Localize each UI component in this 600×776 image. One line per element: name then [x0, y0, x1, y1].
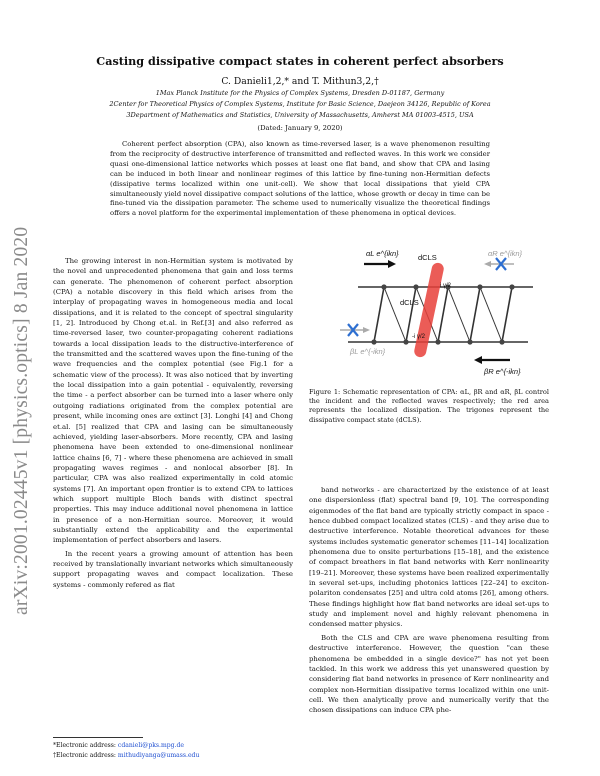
paragraph: band networks - are characterized by the existence of at least one dispersionless (flat) spectral band [9, 10]. The corresponding eigenmodes of the flat band are typically strictly compact in space - hence dubbed compact localized states (CLS) - and they arise due to destructive interference. Notable theoretical advances for these systems includes systematic generator schemes [11–14] localization phenomena due to onsite perturbations [15–18], and the existence of compact breathers in flat band networks with Kerr nonlinearity [19–21]. Moreover, these systems have been realized experimentally in several set-ups, including photonics lattices [22–24] to exciton-polariton condensates [25] and ultra cold atoms [26], among others. These findings highlight how flat band networks are ideal set-ups to study and implement novel and highly relevant phenomena in condensed matter physics.	[309, 486, 549, 629]
footnote-email-2	[53, 752, 199, 759]
authors: C. Danieli1,2,* and T. Mithun3,2,†	[221, 76, 379, 87]
label-beta-right: βR e^{-ikn}	[484, 367, 521, 376]
lattice	[348, 287, 533, 342]
label-loss: -i γ/2	[412, 334, 426, 340]
arrow-alpha-right-crossed	[484, 258, 514, 270]
figure-1-schematic	[338, 242, 550, 378]
footnote-label: *Electronic address:	[53, 742, 118, 749]
paragraph: Both the CLS and CPA are wave phenomena resulting from destructive interference. However, the question "can these phenomena be embedded in a single device?" has not yet been tackled. In this work we address this yet unanswered question by considering flat band networks in presence of Kerr nonlinearity and complex non-Hermitian dissipative terms localized within one unit-cell. We then analytically prove and numerically verify that the chosen dissipations can induce CPA phe-	[309, 633, 549, 715]
affiliation-3: 3Department of Mathematics and Statistics, University of Massachusetts, Amherst MA 01003-4515, USA	[126, 111, 474, 119]
left-column	[53, 256, 293, 593]
paper-title: Casting dissipative compact states in coherent perfect absorbers	[96, 54, 504, 68]
label-beta-left: βL e^{-ikn}	[350, 347, 386, 356]
label-dcls-mid: dCLS	[400, 298, 419, 307]
date: (Dated: January 9, 2020)	[257, 124, 343, 132]
abstract: Coherent perfect absorption (CPA), also known as time-reversed laser, is a wave phenomenon resulting from the reciprocity of destructive interference of transmitted and reflected waves. In this work we consider quasi one-dimensional lattice networks which posses at least one flat band, and show that CPA and lasing can be induced in both linear and nonlinear regimes of this lattice by fine-tuning non-Hermitian defects (dissipative terms localized within one unit-cell). We show that local dissipations that yield CPA simultaneously yield novel dissipative compact solutions of the lattice, whose growth or decay in time can be fine-tuned via the dissipation parameter. The scheme used to numerically visualize the theoretical findings offers a novel platform for the experimental implementation of these phenomena in optical devices.	[110, 140, 490, 218]
arrow-beta-left-crossed	[340, 324, 370, 336]
arxiv-identifier: arXiv:2001.02445v1 [physics.optics] 8 Jan 2020	[11, 226, 32, 615]
figure-caption: Figure 1: Schematic representation of CPA: αL, βR and αR, βL control the incident and the reflected waves respectively; the red area represents the localized dissipation. The trigones represent the dissipative compact state (dCLS).	[309, 388, 549, 424]
arrow-beta-right	[474, 356, 510, 364]
label-alpha-right: αR e^{ikn}	[488, 249, 523, 258]
footnote-email-1	[53, 742, 184, 749]
affiliation-2: 2Center for Theoretical Physics of Complex Systems, Institute for Basic Science, Daejeon 34126, Republic of Korea	[109, 100, 491, 108]
label-gain: i γ/2	[440, 283, 452, 289]
paragraph: The growing interest in non-Hermitian system is motivated by the novel and unprecedented phenomena that gain and loss terms can generate. The phenomenon of coherent perfect absorption (CPA) a notable discovery in this field which arises from the interplay of propagating waves in homogeneous media and local dissipations, and it is related to the concept of spectral singularity [1, 2]. Introduced by Chong et.al. in Ref.[3] and also referred as time-reversed laser, two counter-propagating coherent radiations towards a local dissipation leads to the distructive-interference of the transmitted and the scattered waves upon the fine-tuning of the wave frequencies and the complex potential (see Fig.1 for a schematic view of the process). It was also noticed that by inverting the local dissipation into a gain potential - equivalently, reversing the time - a perfect absorber can be turned into a laser where only outgoing radiations originated from the complex potential are present, while incoming ones are extinct [3]. Longhi [4] and Chong et.al. [5] realized that CPA and lasing can be simultaneously achieved, yielding laser-absorbers. More recently, CPA and lasing phenomena have been extended to one-dimensional nonlinear lattice chains [6, 7] - where these phenomena are achieved in small propagating waves regimes - and nonlocal absorber [8]. In particular, CPA was also realized experimentally in cold atomic systems [7]. An important open frontier is to extend CPA to lattices which support multiple Bloch bands with distinct spectral properties. This may induce additional novel phenomena in lattice in presence of a non-Hermitian source. Moreover, it would substantially extend the applicability and the experimental implementation of perfect absorbers and lasers.	[53, 257, 293, 545]
email-link-2[interactable]: mithudiyanga@umass.edu	[117, 752, 200, 759]
label-alpha-left: αL e^{ikn}	[366, 249, 399, 258]
footnote-label: †Electronic address:	[53, 752, 118, 759]
dissipation-region	[413, 262, 445, 358]
footnote-rule	[53, 737, 143, 738]
paragraph: In the recent years a growing amount of attention has been received by translationally invariant networks which simultaneously support propagating waves and compact localization. These systems - commonly refered as flat	[53, 549, 293, 589]
email-link-1[interactable]: cdanieli@pks.mpg.de	[117, 742, 185, 749]
arrow-alpha-left	[364, 260, 396, 268]
right-column	[309, 485, 549, 719]
label-dcls-top: dCLS	[418, 253, 437, 262]
affiliation-1: 1Max Planck Institute for the Physics of Complex Systems, Dresden D-01187, Germany	[155, 89, 445, 97]
